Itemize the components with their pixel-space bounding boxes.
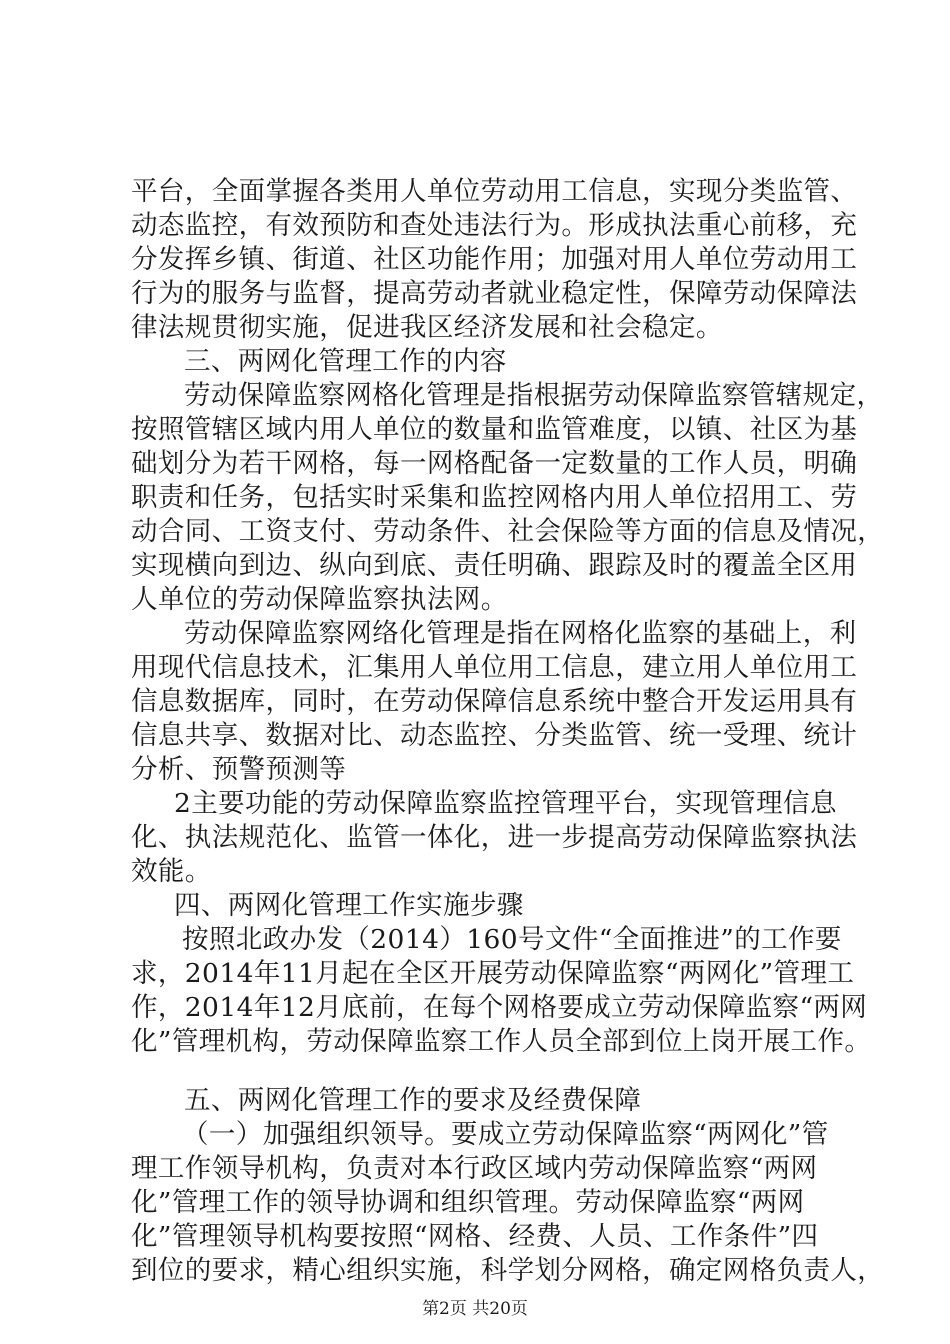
paragraph-line: 求，2014年11月起在全区开展劳动保障监察“两网化”管理工 [131, 958, 855, 989]
page-number-footer: 第2页 共20页 [422, 1299, 528, 1319]
paragraph-line: 平台，全面掌握各类用人单位劳动用工信息，实现分类监管、 [131, 176, 858, 207]
paragraph-line: 实现横向到边、纵向到底、责任明确、跟踪及时的覆盖全区用 [131, 550, 858, 581]
paragraph-line: 动合同、工资支付、劳动条件、社会保险等方面的信息及情况， [131, 516, 885, 547]
paragraph-line: 职责和任务，包括实时采集和监控网格内用人单位招用工、劳 [131, 482, 858, 513]
paragraph-line: 效能。 [131, 856, 212, 887]
paragraph-line: 到位的要求，精心组织实施，科学划分网格，确定网格负责人， [131, 1255, 885, 1286]
paragraph-line: 信息数据库，同时，在劳动保障信息系统中整合开发运用具有 [131, 686, 858, 717]
paragraph-line: 信息共享、数据对比、动态监控、分类监管、统一受理、统计 [131, 720, 858, 751]
paragraph-line: 按照北政办发（2014）160号文件“全面推进”的工作要 [182, 924, 842, 955]
paragraph-line: 行为的服务与监督，提高劳动者就业稳定性，保障劳动保障法 [131, 278, 858, 309]
paragraph-line: 化”管理领导机构要按照“网格、经费、人员、工作条件”四 [131, 1221, 819, 1252]
paragraph-line: 分发挥乡镇、街道、社区功能作用；加强对用人单位劳动用工 [131, 244, 858, 275]
section-heading: 五、两网化管理工作的要求及经费保障 [184, 1085, 642, 1116]
paragraph-line: 2主要功能的劳动保障监察监控管理平台，实现管理信息 [174, 788, 837, 819]
paragraph-line: 作，2014年12月底前，在每个网格要成立劳动保障监察“两网 [131, 992, 868, 1023]
paragraph-line: 分析、预警预测等 [131, 754, 347, 785]
paragraph-line: （一）加强组织领导。要成立劳动保障监察“两网化”管 [182, 1119, 829, 1150]
section-heading: 三、两网化管理工作的内容 [184, 346, 507, 377]
section-heading: 四、两网化管理工作实施步骤 [174, 890, 524, 921]
paragraph-line: 化”管理机构，劳动保障监察工作人员全部到位上岗开展工作。 [131, 1026, 872, 1057]
paragraph-line: 理工作领导机构，负责对本行政区域内劳动保障监察“两网 [131, 1153, 818, 1184]
paragraph-line: 化、执法规范化、监管一体化，进一步提高劳动保障监察执法 [131, 822, 858, 853]
paragraph-line: 础划分为若干网格，每一网格配备一定数量的工作人员，明确 [131, 448, 858, 479]
paragraph-line: 劳动保障监察网络化管理是指在网格化监察的基础上，利 [184, 618, 857, 649]
paragraph-line: 人单位的劳动保障监察执法网。 [131, 584, 508, 615]
paragraph-line: 律法规贯彻实施，促进我区经济发展和社会稳定。 [131, 312, 723, 343]
paragraph-line: 动态监控，有效预防和查处违法行为。形成执法重心前移，充 [131, 210, 858, 241]
paragraph-line: 化”管理工作的领导协调和组织管理。劳动保障监察“两网 [131, 1187, 805, 1218]
paragraph-line: 劳动保障监察网格化管理是指根据劳动保障监察管辖规定， [184, 380, 884, 411]
paragraph-line: 按照管辖区域内用人单位的数量和监管难度，以镇、社区为基 [131, 414, 858, 445]
paragraph-line: 用现代信息技术，汇集用人单位用工信息，建立用人单位用工 [131, 652, 858, 683]
